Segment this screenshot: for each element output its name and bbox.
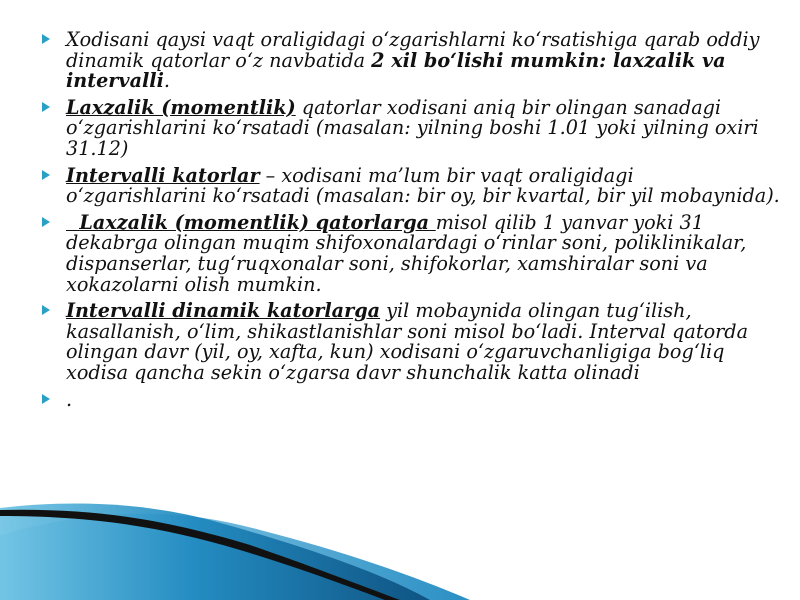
wave-light [0,514,470,600]
term-laxzalik-qatorlarga: Laxzalik (momentlik) qatorlarga [66,210,436,234]
term-laxzalik: Laxzalik (momentlik) [66,95,296,119]
wave-main [0,504,430,600]
term-intervalli-dinamik: Intervalli dinamik katorlarga [66,299,381,323]
bullet-arrow-icon [42,217,50,227]
bullet-text: yil mobaynida olingan tug‘ilish, kasallanish, o‘lim, shikastlanishlar soni misol bo‘ladi. Interval qatorda olingan davr (yil, oy, xafta, kun) xodisani o‘zgaruvchanligiga bog‘liq xodisa qancha sekin o‘zgarsa davr shunchalik katta olinadi [66,299,749,384]
bullet-text: . [163,69,170,93]
bullet-text: qatorlar xodisani aniq bir olingan sanadagi o‘zgarishlarini ko‘rsatadi (masalan: yilning boshi 1.01 yoki yilning oxiri 31.12) [66,95,759,160]
bullet-item [42,387,780,411]
bullet-emphasis: 2 xil bo‘lishi mumkin: laxzalik va intervalli [66,48,726,93]
bullet-item [42,30,780,92]
bullet-arrow-icon [42,305,50,315]
bullet-text: – xodisani ma’lum bir vaqt oraligidagi o‘zgarishlarini ko‘rsatadi (masalan: bir oy, bir kvartal, bir yil mobaynida). [66,163,780,208]
bullet-item [42,95,780,160]
bullet-text: . [66,387,73,411]
bullet-item [42,163,780,208]
slide-body [42,30,780,416]
term-intervalli: Intervalli katorlar [66,163,260,187]
bullet-item [42,301,780,383]
bullet-text: Xodisani qaysi vaqt oraligidagi o‘zgarishlarni ko‘rsatishiga qarab oddiy dinamik qatorlar o‘z navbatida [66,28,760,72]
bullet-arrow-icon [42,394,50,404]
bullet-arrow-icon [42,102,50,112]
bullet-arrow-icon [42,170,50,180]
bullet-text: misol qilib 1 yanvar yoki 31 dekabrga olingan muqim shifoxonalardagi o‘rinlar soni, poliklinikalar, dispanserlar, tug‘ruqxonalar soni, shifokorlar, xamshiralar soni va xokazolarni olish mumkin. [66,210,747,296]
bullet-arrow-icon [42,34,50,44]
bullet-item [42,210,780,296]
wave-stripe [0,510,400,600]
